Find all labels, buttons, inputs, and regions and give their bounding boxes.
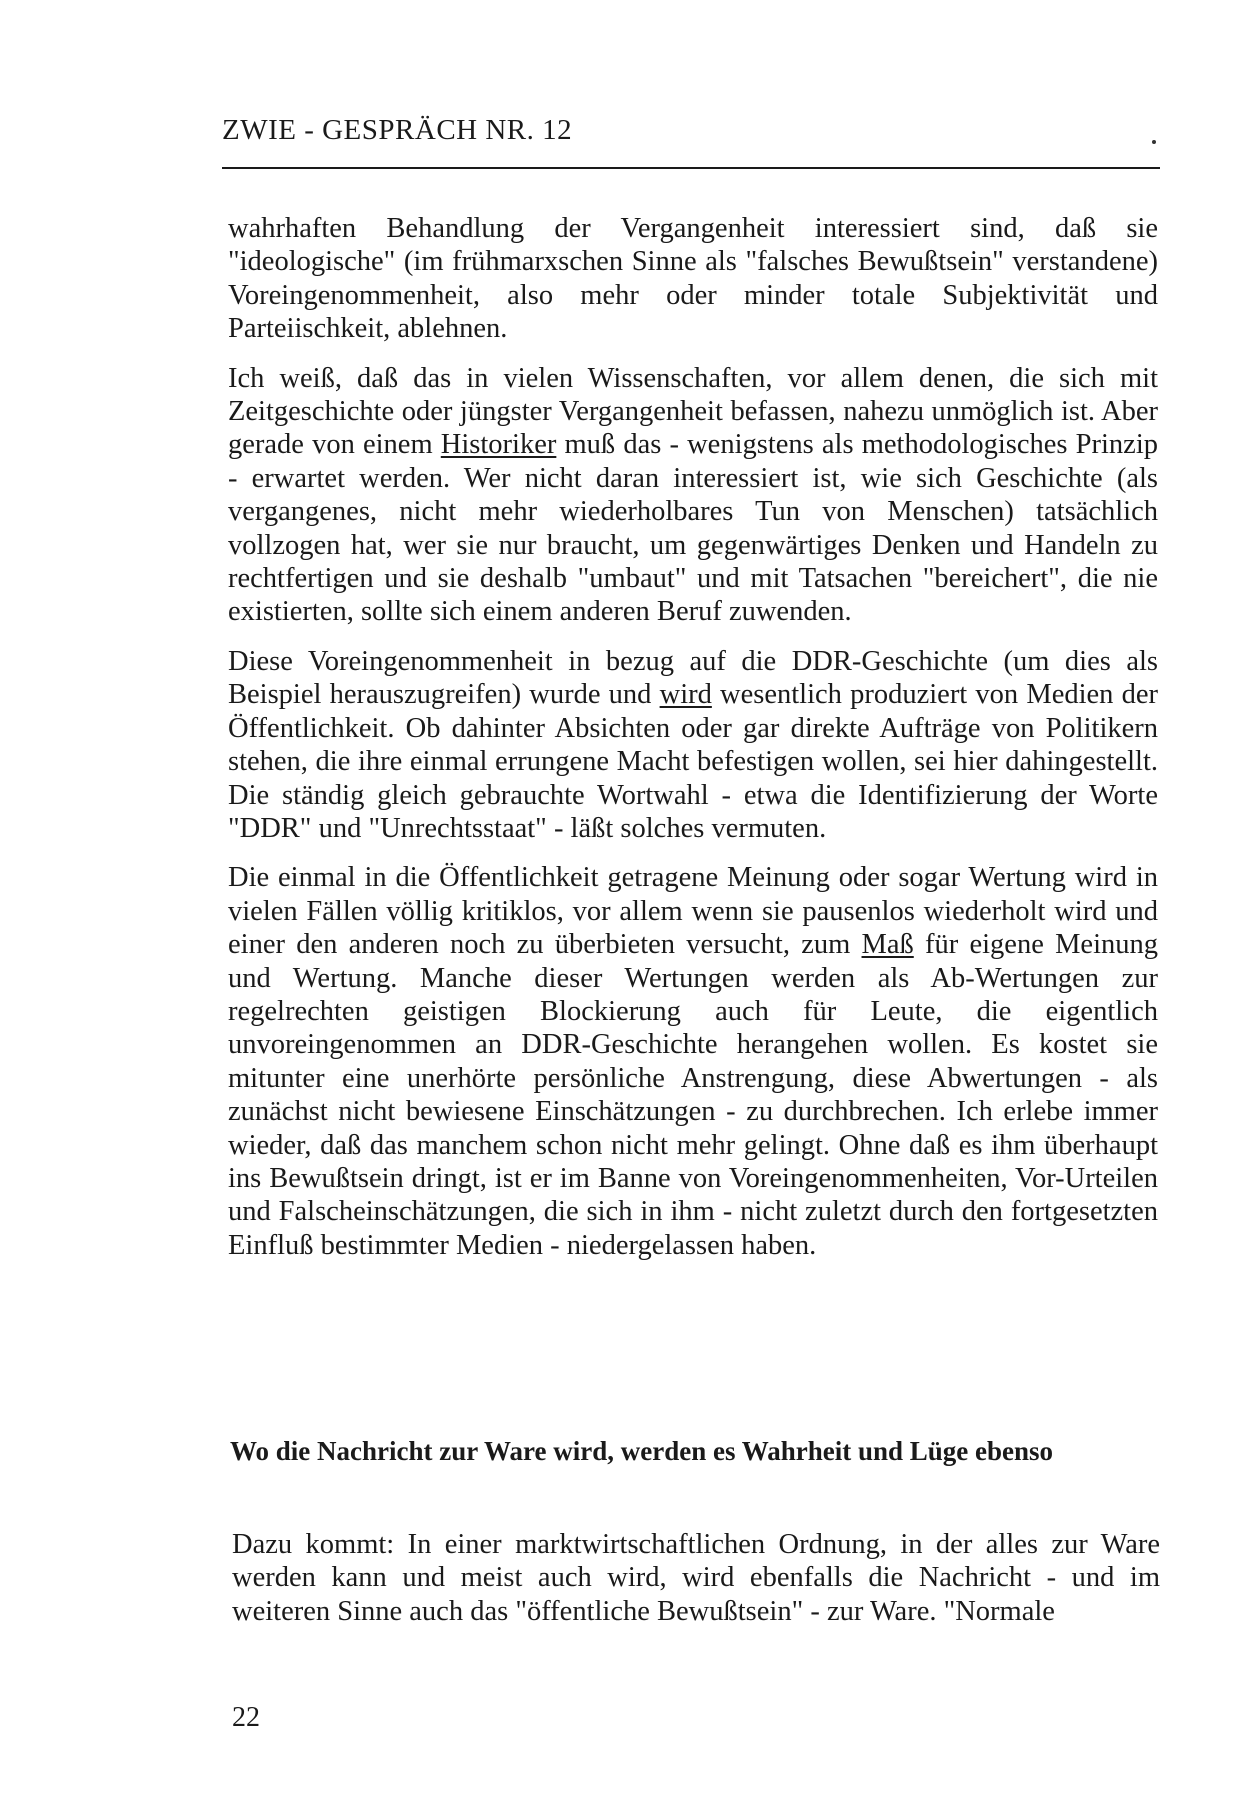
paragraph-1-text: wahrhaften Behandlung der Vergangenheit interessiert sind, daß sie "ideologische" (im frühmarxschen Sinne als "falsches Bewußtsein" verstandene) Voreingenommenheit, also mehr oder minder totale Subjektivität und Parteiischkeit, ablehnen.: [228, 213, 1158, 345]
body-text: [228, 212, 1158, 1262]
paragraph-4: [228, 861, 1158, 1262]
section-heading: Wo die Nachricht zur Ware wird, werden es Wahrheit und Lüge ebenso: [230, 1436, 1054, 1466]
paragraph-1: [228, 212, 1158, 346]
paragraph-2-text-b: muß das - wenigstens als methodologisches Prinzip - erwartet werden. Wer nicht daran interessiert ist, wie sich Geschichte (als vergangenes, nicht mehr wiederholbares Tun von Menschen) tatsächlich vollzogen hat, wer sie nur braucht, um gegenwärtiges Denken und Handeln zu rechtfertigen und sie deshalb "umbaut" und mit Tatsachen "bereichert", die nie existierten, sollte sich einem anderen Beruf zuwenden.: [228, 429, 1158, 628]
scan-speck: [1152, 140, 1156, 144]
paragraph-4-text-a: Die einmal in die Öffentlichkeit getragene Meinung oder sogar Wertung wird in vielen Fällen völlig kritiklos, vor allem wenn sie pausenlos wiederholt wird und einer den anderen noch zu überbieten versucht, zum: [228, 862, 1158, 961]
section-paragraph: Dazu kommt: In einer marktwirtschaftlichen Ordnung, in der alles zur Ware werden kann und meist auch wird, wird ebenfalls die Nachricht - und im weiteren Sinne auch das "öffentliche Bewußtsein" - zur Ware. "Normale: [232, 1529, 1160, 1627]
paragraph-2: [228, 362, 1158, 629]
underlined-word: wird: [659, 679, 712, 711]
page-number: 22: [232, 1702, 260, 1733]
header-rule: [222, 167, 1160, 169]
paragraph-3-text-a: Diese Voreingenommenheit in bezug auf die DDR-Geschichte (um dies als Beispiel herauszugreifen) wurde und: [228, 645, 1158, 711]
paragraph-4-text-b: für eigene Meinung und Wertung. Manche dieser Wertungen werden als Ab-Wertungen zur regelrechten geistigen Blockierung auch für Leute, die eigentlich unvoreingenommen an DDR-Geschichte herangehen wollen. Es kostet sie mitunter eine unerhörte persönliche Anstrengung, diese Abwertungen - als zunächst nicht bewiesene Einschätzungen - zu durchbrechen. Ich erlebe immer wieder, daß das manchem schon nicht mehr gelingt. Ohne daß es ihm überhaupt ins Bewußtsein dringt, ist er im Banne von Voreingenommenheiten, Vor-Urteilen und Falscheinschätzungen, die sich in ihm - nicht zuletzt durch den fortgesetzten Einfluß bestimmter Medien - niedergelassen haben.: [228, 929, 1158, 1261]
running-header: ZWIE - GESPRÄCH NR. 12: [222, 114, 573, 146]
paragraph-3: [228, 645, 1158, 845]
paragraph-2-text-a: Ich weiß, daß das in vielen Wissenschaften, vor allem denen, die sich mit Zeitgeschichte oder jüngster Vergangenheit befassen, nahezu unmöglich ist. Aber gerade von einem: [228, 362, 1158, 461]
paragraph-3-text-b: wesentlich produziert von Medien der Öffentlichkeit. Ob dahinter Absichten oder gar direkte Aufträge von Politikern stehen, die ihre einmal errungene Macht befestigen wollen, sei hier dahingestellt. Die ständig gleich gebrauchte Wortwahl - etwa die Identifizierung der Worte "DDR" und "Unrechtsstaat" - läßt solches vermuten.: [228, 679, 1158, 844]
section-body: [232, 1528, 1160, 1628]
underlined-word: Maß: [861, 929, 914, 961]
underlined-word: Historiker: [440, 429, 557, 461]
